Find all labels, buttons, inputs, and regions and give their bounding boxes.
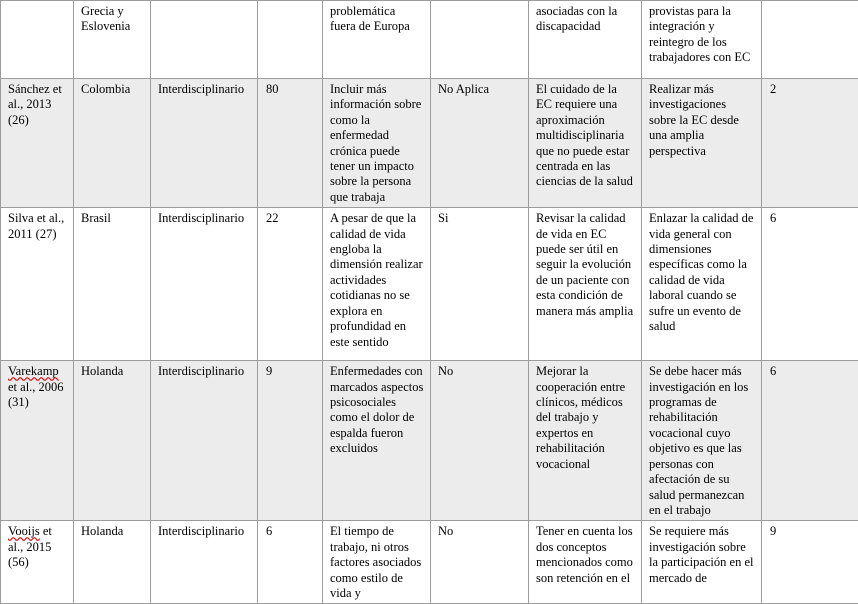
country-cell: Holanda [74, 521, 151, 604]
recommendation-cell: Se debe hacer más investigación en los programas de rehabilitación vocacional cuyo objetivo es que las personas con afectación de su salud permanezcan en el trabajo [642, 361, 762, 521]
applies-cell: No [431, 361, 529, 521]
sample-size-cell: 22 [258, 208, 323, 361]
country-cell: Grecia y Eslovenia [74, 1, 151, 79]
score-cell: 2 [762, 79, 858, 208]
sample-size-cell [258, 1, 323, 79]
score-cell: 9 [762, 521, 858, 604]
implication-cell: Revisar la calidad de vida en EC puede ser útil en seguir la evolución de un paciente con esta condición de manera más amplia [529, 208, 642, 361]
applies-cell: Si [431, 208, 529, 361]
score-cell: 6 [762, 208, 858, 361]
country-cell: Holanda [74, 361, 151, 521]
limitation-cell: El tiempo de trabajo, ni otros factores asociados como estilo de vida y [323, 521, 431, 604]
country-cell: Brasil [74, 208, 151, 361]
author-cell: Sánchez et al., 2013 (26) [1, 79, 74, 208]
recommendation-cell: Enlazar la calidad de vida general con dimensiones específicas como la calidad de vida laboral cuando se sufre un evento de salud [642, 208, 762, 361]
implication-cell: Tener en cuenta los dos conceptos mencionados como son retención en el [529, 521, 642, 604]
sample-size-cell: 80 [258, 79, 323, 208]
recommendation-cell: Realizar más investigaciones sobre la EC desde una amplia perspectiva [642, 79, 762, 208]
approach-cell: Interdisciplinario [151, 208, 258, 361]
score-cell: 6 [762, 361, 858, 521]
implication-cell: El cuidado de la EC requiere una aproximación multidisciplinaria que no puede estar centrada en las ciencias de la salud [529, 79, 642, 208]
table-row [1, 208, 858, 361]
author-name: Vooijs [8, 524, 40, 538]
recommendation-cell: provistas para la integración y reintegro de los trabajadores con EC [642, 1, 762, 79]
approach-cell: Interdisciplinario [151, 361, 258, 521]
table-row [1, 521, 858, 604]
applies-cell: No Aplica [431, 79, 529, 208]
applies-cell [431, 1, 529, 79]
applies-cell: No [431, 521, 529, 604]
table-row [1, 361, 858, 521]
limitation-cell: A pesar de que la calidad de vida engloba la dimensión realizar actividades cotidianas no se explora en profundidad en este sentido [323, 208, 431, 361]
table-row [1, 79, 858, 208]
implication-cell: Mejorar la cooperación entre clínicos, médicos del trabajo y expertos en rehabilitación vocacional [529, 361, 642, 521]
author-cell [1, 1, 74, 79]
implication-cell: asociadas con la discapacidad [529, 1, 642, 79]
approach-cell: Interdisciplinario [151, 79, 258, 208]
approach-cell [151, 1, 258, 79]
author-cell: Silva et al., 2011 (27) [1, 208, 74, 361]
score-cell [762, 1, 858, 79]
approach-cell: Interdisciplinario [151, 521, 258, 604]
sample-size-cell: 6 [258, 521, 323, 604]
table-row [1, 1, 858, 79]
author-citation: et al., 2006 (31) [8, 380, 64, 409]
country-cell: Colombia [74, 79, 151, 208]
limitation-cell: problemática fuera de Europa [323, 1, 431, 79]
author-citation: et al., 2015 (56) [8, 524, 52, 569]
author-cell [1, 361, 74, 521]
limitation-cell: Enfermedades con marcados aspectos psicosociales como el dolor de espalda fueron excluidos [323, 361, 431, 521]
limitation-cell: Incluir más información sobre como la enfermedad crónica puede tener un impacto sobre la persona que trabaja [323, 79, 431, 208]
author-name: Varekamp [8, 364, 59, 378]
author-cell [1, 521, 74, 604]
sample-size-cell: 9 [258, 361, 323, 521]
recommendation-cell: Se requiere más investigación sobre la participación en el mercado de [642, 521, 762, 604]
